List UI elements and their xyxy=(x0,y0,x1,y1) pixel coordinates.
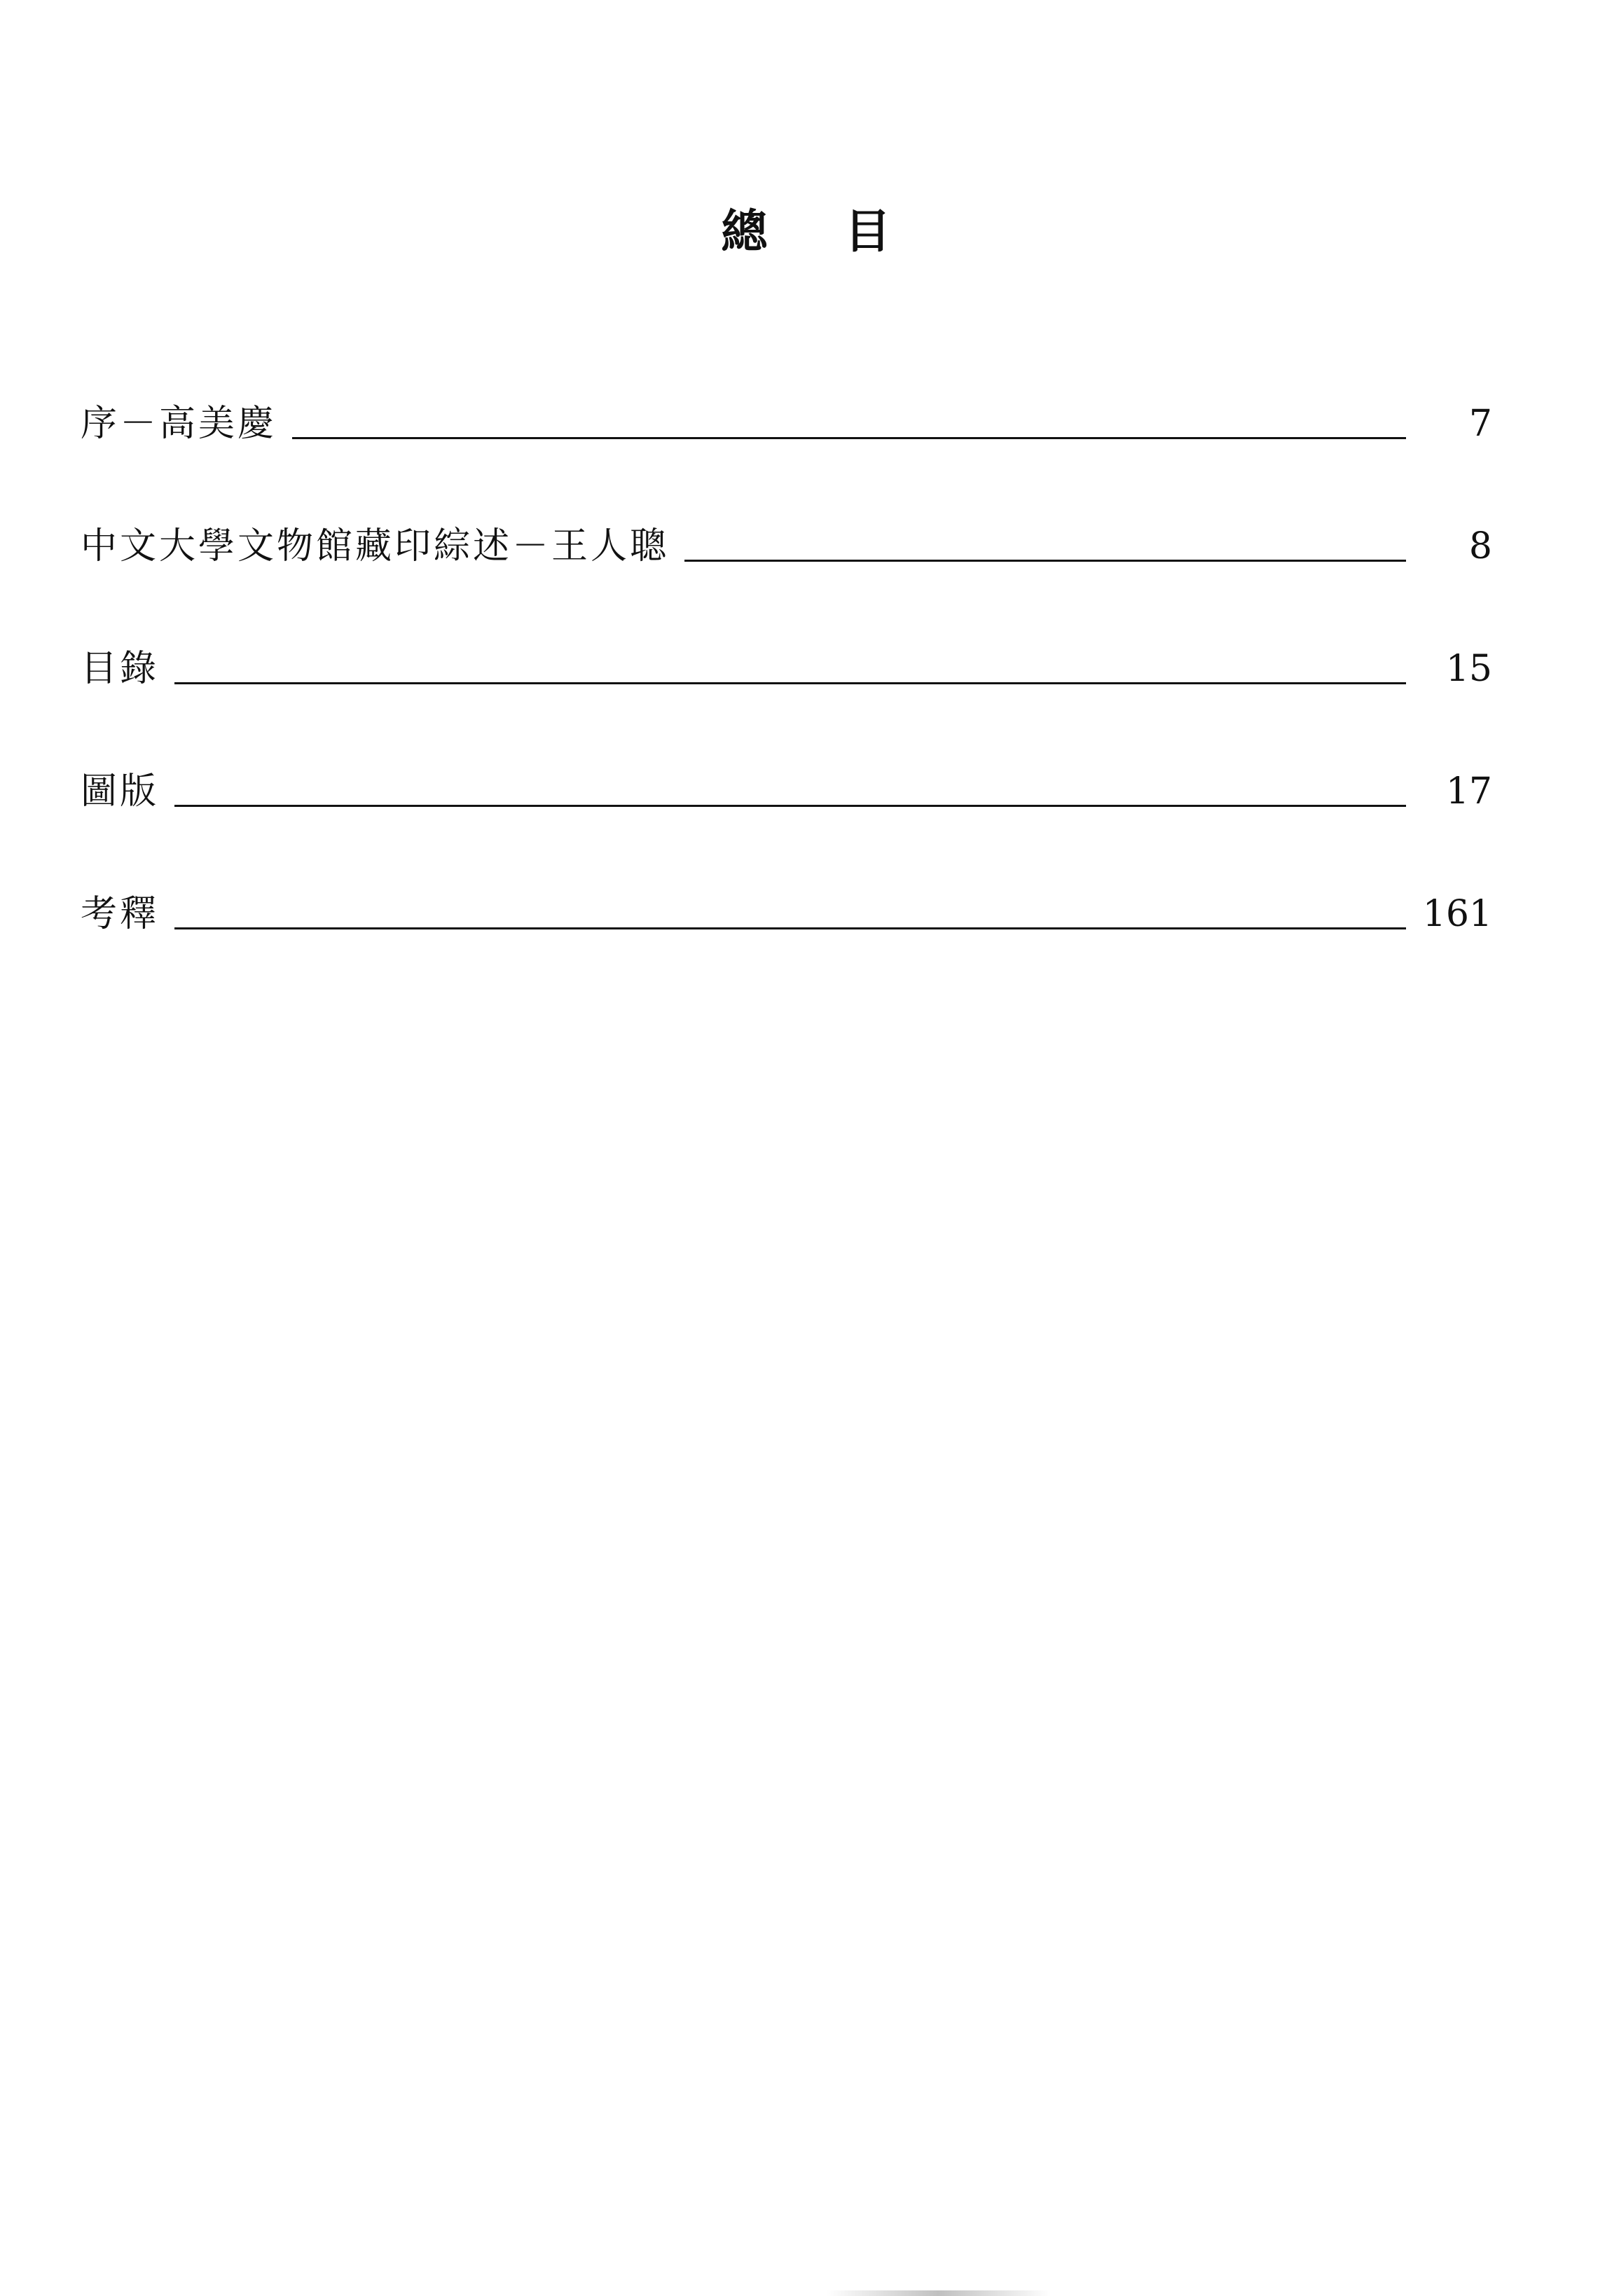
toc-entry-page: 15 xyxy=(1445,648,1492,690)
toc-leader-line xyxy=(174,682,1406,684)
toc-entry-contents[interactable] xyxy=(81,634,1492,690)
page-title xyxy=(0,203,1612,259)
scan-artifact xyxy=(827,2290,1051,2296)
toc-entry-label: 圖版 xyxy=(81,770,160,812)
toc-leader-line xyxy=(684,560,1406,562)
toc-entry-annotations[interactable] xyxy=(81,879,1492,935)
toc-entry-label: 考釋 xyxy=(81,893,160,935)
toc-entry-label: 目錄 xyxy=(81,648,160,690)
toc-entry-label: 中文大學文物館藏印綜述－王人聰 xyxy=(81,525,670,567)
toc-entry-essay[interactable] xyxy=(81,511,1492,567)
toc-entry-page: 8 xyxy=(1468,525,1492,567)
toc-entry-page: 161 xyxy=(1422,893,1492,935)
toc-leader-line xyxy=(174,805,1406,807)
toc-entry-page: 17 xyxy=(1445,770,1492,812)
toc-entry-plates[interactable] xyxy=(81,756,1492,812)
title-char-2: 目 xyxy=(844,204,891,258)
title-char-1: 總 xyxy=(721,204,768,258)
table-of-contents xyxy=(81,389,1492,1002)
toc-entry-page: 7 xyxy=(1468,403,1492,445)
toc-leader-line xyxy=(174,927,1406,929)
toc-entry-preface[interactable] xyxy=(81,389,1492,445)
toc-entry-label: 序－高美慶 xyxy=(81,403,277,445)
toc-leader-line xyxy=(292,437,1406,439)
